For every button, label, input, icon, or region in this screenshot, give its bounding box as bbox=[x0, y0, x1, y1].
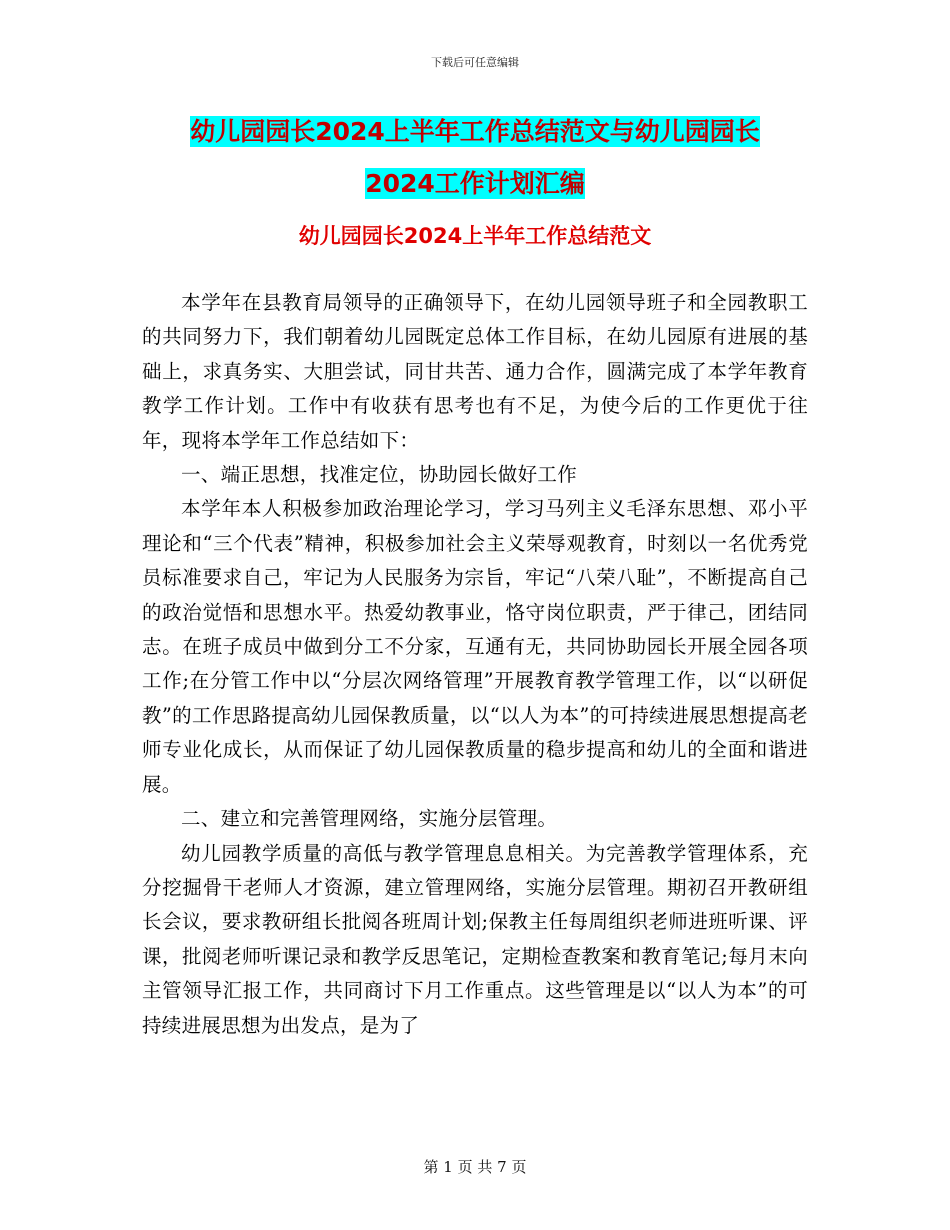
paragraph: 幼儿园教学质量的高低与教学管理息息相关。为完善教学管理体系，充分挖掘骨干老师人才资源，建立管理网络，实施分层管理。期初召开教研组长会议，要求教研组长批阅各班周计划;保教主任每周组织老师进班听课、评课，批阅老师听课记录和教学反思笔记，定期检查教案和教育笔记;每月末向主管领导汇报工作，共同商讨下月工作重点。这些管理是以“以人为本”的可持续进展思想为出发点，是为了 bbox=[142, 841, 808, 1037]
paragraph: 本学年本人积极参加政治理论学习，学习马列主义毛泽东思想、邓小平理论和“三个代表”精神，积极参加社会主义荣辱观教育，时刻以一名优秀党员标准要求自己，牢记为人民服务为宗旨，牢记“八荣八耻”，不断提高自己的政治觉悟和思想水平。热爱幼教事业，恪守岗位职责，严于律己，团结同志。在班子成员中做到分工不分家，互通有无，共同协助园长开展全园各项工作;在分管工作中以“分层次网络管理”开展教育教学管理工作，以“以研促教”的工作思路提高幼儿园保教质量，以“以人为本”的可持续进展思想提高老师专业化成长，从而保证了幼儿园保教质量的稳步提高和幼儿的全面和谐进展。 bbox=[142, 497, 808, 796]
title-line-2: 2024工作计划汇编 bbox=[365, 169, 585, 198]
section-heading: 二、建立和完善管理网络，实施分层管理。 bbox=[181, 807, 558, 831]
section-title: 幼儿园园长2024上半年工作总结范文 bbox=[298, 224, 652, 248]
body-text bbox=[142, 286, 808, 1043]
page-footer: 第 1 页 共 7 页 bbox=[423, 1158, 527, 1176]
document-title bbox=[145, 106, 805, 210]
section-heading: 一、端正思想，找准定位，协助园长做好工作 bbox=[181, 463, 578, 487]
paragraph: 本学年在县教育局领导的正确领导下，在幼儿园领导班子和全园教职工的共同努力下，我们朝着幼儿园既定总体工作目标，在幼儿园原有进展的基础上，求真务实、大胆尝试，同甘共苦、通力合作，圆满完成了本学年教育教学工作计划。工作中有收获有思考也有不足，为使今后的工作更优于往年，现将本学年工作总结如下： bbox=[142, 291, 808, 452]
title-line-1: 幼儿园园长2024上半年工作总结范文与幼儿园园长 bbox=[190, 117, 760, 146]
page-header: 下载后可任意编辑 bbox=[431, 56, 519, 69]
